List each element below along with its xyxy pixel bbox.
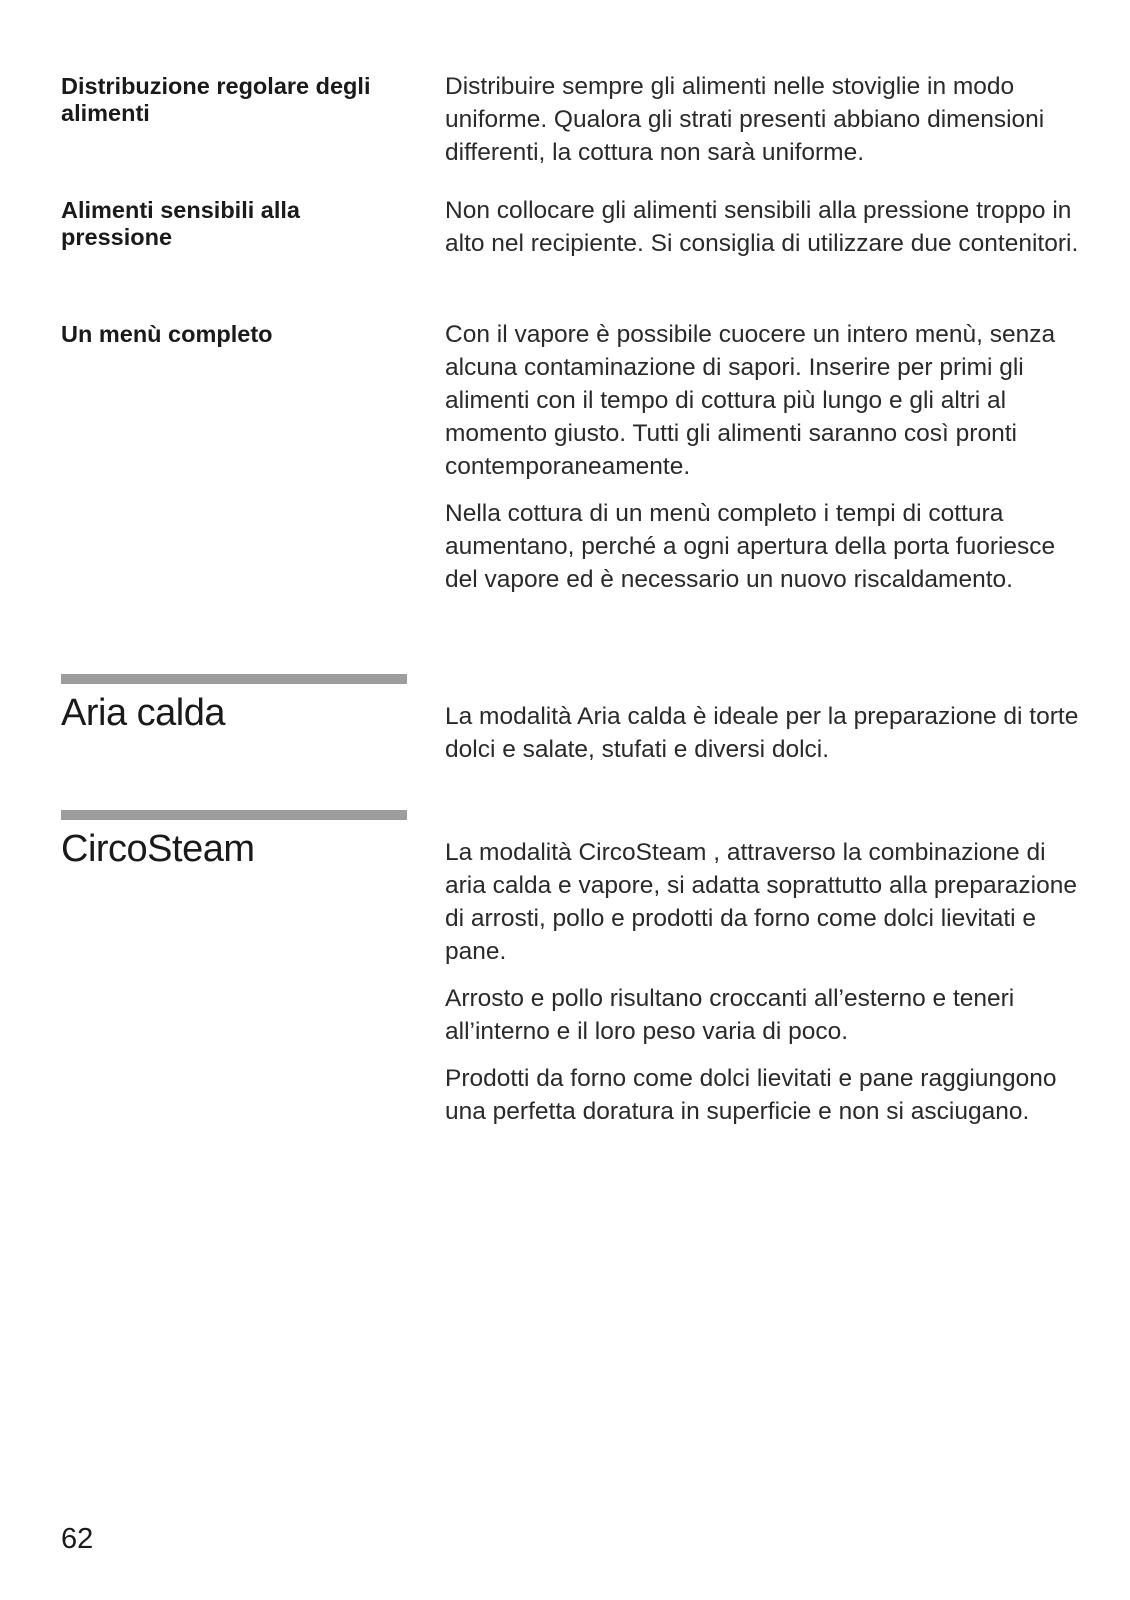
text-aria-calda bbox=[445, 700, 1085, 780]
text-alimenti-sensibili bbox=[445, 194, 1085, 274]
paragraph: Nella cottura di un menù completo i tempi di cottura aumentano, perché a ogni apertura della porta fuoriesce del vapore ed è necessario un nuovo riscaldamento. bbox=[445, 500, 1056, 593]
label-alimenti-sensibili: Alimenti sensibili alla pressione bbox=[61, 197, 300, 250]
label-distribuzione: Distribuzione regolare degli alimenti bbox=[61, 73, 371, 126]
paragraph: La modalità Aria calda è ideale per la preparazione di torte dolci e salate, stufati e diversi dolci. bbox=[445, 703, 1079, 763]
paragraph: La modalità CircoSteam , attraverso la combinazione di aria calda e vapore, si adatta soprattutto alla preparazione di arrosti, pollo e prodotti da forno come dolci lievitati e pane. bbox=[445, 839, 1077, 965]
section-title-circosteam bbox=[61, 827, 255, 871]
paragraph: Prodotti da forno come dolci lievitati e pane raggiungono una perfetta doratura in superficie e non si asciugano. bbox=[445, 1065, 1057, 1125]
text-circosteam bbox=[445, 836, 1085, 1142]
section-divider-bar bbox=[61, 674, 407, 684]
paragraph: Con il vapore è possibile cuocere un intero menù, senza alcuna contaminazione di sapori. Inserire per primi gli alimenti con il tempo di cottura più lungo e gli altri al momento giusto. Tutti gli alimenti saranno così pronti contemporaneamente. bbox=[445, 321, 1056, 480]
section-divider-bar bbox=[61, 810, 407, 820]
text-distribuzione bbox=[445, 70, 1085, 183]
paragraph: Distribuire sempre gli alimenti nelle stoviglie in modo uniforme. Qualora gli strati presenti abbiano dimensioni differenti, la cottura non sarà uniforme. bbox=[445, 73, 1045, 166]
text-menu-completo bbox=[445, 318, 1085, 610]
page-number: 62 bbox=[61, 1523, 94, 1555]
section-title-text: CircoSteam bbox=[61, 828, 255, 870]
paragraph: Arrosto e pollo risultano croccanti all’esterno e teneri all’interno e il loro peso varia di poco. bbox=[445, 985, 1015, 1045]
section-title-aria-calda: Aria calda bbox=[61, 692, 225, 734]
label-menu-completo: Un menù completo bbox=[61, 321, 273, 347]
paragraph: Non collocare gli alimenti sensibili alla pressione troppo in alto nel recipiente. Si consiglia di utilizzare due contenitori. bbox=[445, 197, 1079, 257]
